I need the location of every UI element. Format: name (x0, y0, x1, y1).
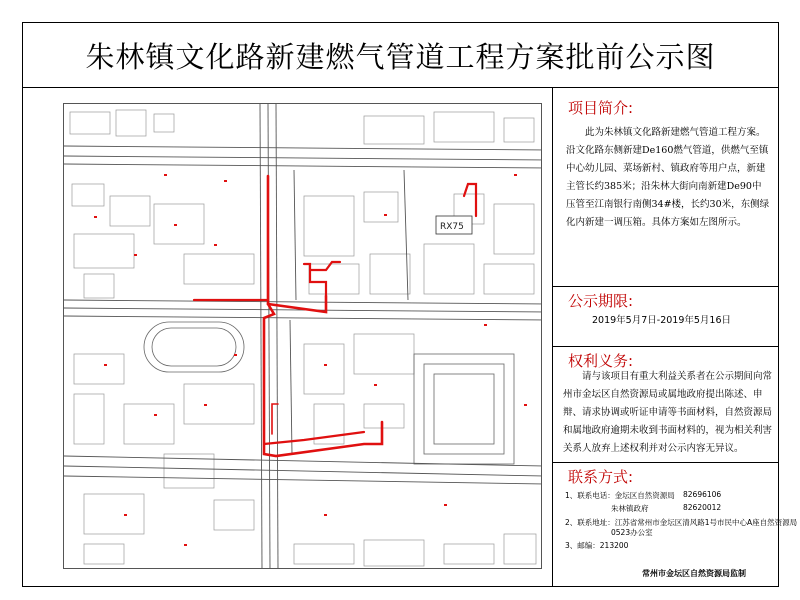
rights-heading: 权利义务: (568, 352, 634, 370)
divider-1 (552, 286, 778, 287)
station-label: RX75 (440, 222, 464, 232)
rights-text: 请与该项目有重大利益关系者在公示期间向常州市金坛区自然资源局或属地政府提出陈述、申辩、请求协调或听证申请等书面材料，自然资源局和属地政府逾期未收到书面材料的，视为相关利害关系人放弃上述权利并对公示内容无异议。 (563, 371, 773, 454)
contact-phone-label: 1、联系电话：金坛区自然资源局 (565, 491, 675, 500)
footer-credit: 常州市金坛区自然资源局监制 (642, 569, 746, 578)
divider-2 (552, 346, 778, 347)
large-block (414, 354, 514, 464)
building-outlines (70, 110, 536, 566)
intro-text: 此为朱林镇文化路新建燃气管道工程方案。沿文化路东侧新建De160燃气管道，供燃气至镇中心幼儿园、菜场新村、镇政府等用户点，新建主管长约385米；沿朱林大街向南新建De90中压管至江南银行南侧34#楼，长约30米，东侧绿化内新建一调压箱。具体方案如左图所示。 (566, 127, 770, 228)
page-title: 朱林镇文化路新建燃气管道工程方案批前公示图 (23, 23, 778, 88)
roads (64, 104, 542, 569)
regulator-station (436, 216, 472, 234)
contact-postcode: 3、邮编：213200 (565, 541, 629, 550)
contact-address-room: 0523办公室 (611, 528, 653, 537)
intro-heading: 项目简介: (568, 99, 634, 117)
contact-org-2: 朱林镇政府 (611, 504, 649, 513)
stadium-track (144, 322, 244, 372)
pipeline-map (63, 103, 542, 569)
contact-phone-1: 82696106 (683, 490, 722, 499)
map-drawing (64, 104, 542, 569)
period-dates: 2019年5月7日-2019年5月16日 (592, 315, 732, 326)
period-heading: 公示期限: (568, 292, 634, 310)
contact-phone-2: 82620012 (683, 503, 722, 512)
contact-heading: 联系方式: (568, 468, 634, 486)
contact-address: 2、联系地址：江苏省常州市金坛区清风路1号市民中心A座自然资源局 (565, 518, 798, 527)
divider-3 (552, 462, 778, 463)
